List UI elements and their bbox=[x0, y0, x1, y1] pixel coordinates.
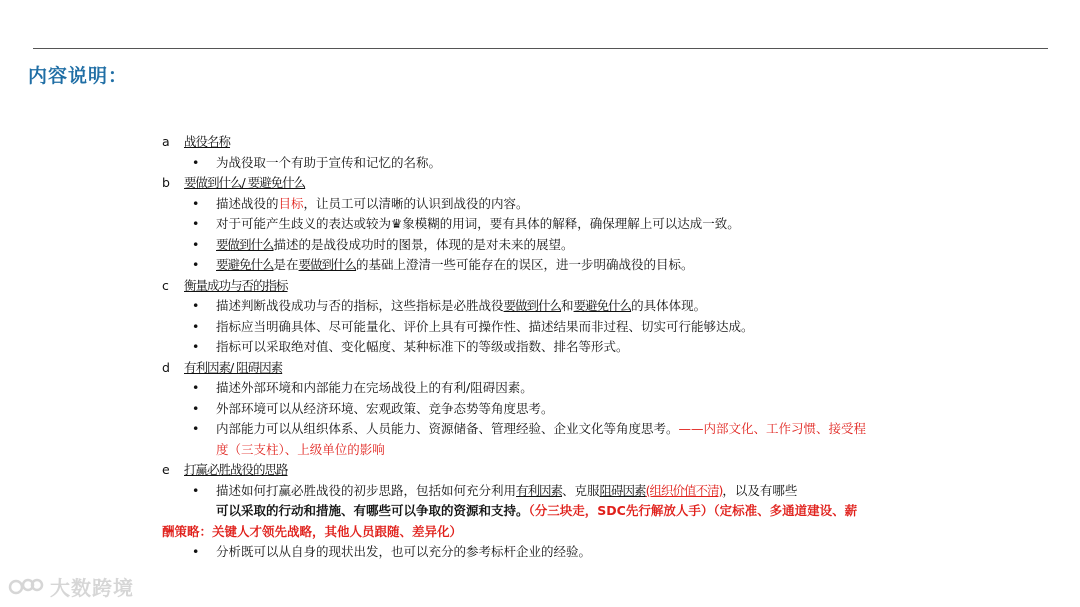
section-letter: a bbox=[162, 134, 170, 149]
highlight-text: ——内部文化、工作习惯、接受程 bbox=[678, 421, 867, 436]
list-item bbox=[162, 378, 962, 399]
content-body bbox=[162, 132, 962, 563]
list-item bbox=[162, 296, 962, 317]
bullet-text: 分析既可以从自身的现状出发，也可以充分的参考标杆企业的经验。 bbox=[216, 544, 592, 559]
bullet-text: 描述战役的 bbox=[216, 195, 279, 211]
bullet-text: 和 bbox=[561, 298, 574, 313]
bullet-text: 可以采取的行动和措施、有哪些可以争取的资源和支持。 bbox=[216, 503, 529, 518]
section-a-header bbox=[162, 132, 962, 153]
list-item bbox=[162, 542, 962, 563]
list-item bbox=[162, 255, 962, 276]
section-d-header bbox=[162, 358, 962, 379]
section-e-header bbox=[162, 460, 962, 481]
watermark bbox=[8, 572, 134, 601]
section-letter: b bbox=[162, 175, 170, 190]
underlined-term: 要做到什么 bbox=[216, 236, 274, 252]
bullet-text: 对于可能产生歧义的表达或较为♛象模糊的用词，要有具体的解释，确保理解上可以达成一致。 bbox=[216, 216, 740, 231]
underlined-term: 要避免什么 bbox=[573, 298, 632, 313]
list-item bbox=[162, 481, 962, 502]
section-letter: d bbox=[162, 359, 170, 375]
section-title: 衡量成功与否的指标 bbox=[184, 277, 288, 293]
bullet-text: ，以及有哪些 bbox=[722, 482, 798, 498]
section-title: 有利因素/ 阻碍因素 bbox=[184, 359, 283, 375]
list-item bbox=[162, 194, 962, 215]
section-letter: e bbox=[162, 462, 170, 477]
bullet-text: ，让员工可以清晰的认识到战役的内容。 bbox=[303, 195, 529, 211]
underlined-term: 要避免什么 bbox=[216, 257, 274, 272]
bullet-text: 的基础上澄清一些可能存在的误区，进一步明确战役的目标。 bbox=[356, 257, 694, 272]
bullet-text: 、克服 bbox=[562, 482, 600, 498]
underlined-term: 要做到什么 bbox=[503, 298, 562, 313]
highlight-text: 酬策略：关键人才领先战略，其他人员跟随、差异化） bbox=[162, 523, 463, 539]
bullet-text: 是在 bbox=[273, 257, 299, 272]
bullet-text: 指标可以采取绝对值、变化幅度、某种标准下的等级或指数、排名等形式。 bbox=[216, 339, 629, 354]
section-letter: c bbox=[162, 277, 169, 293]
bullet-text: 描述的是战役成功时的图景，体现的是对未来的展望。 bbox=[273, 236, 574, 252]
list-item bbox=[162, 153, 962, 174]
section-title: 战役名称 bbox=[184, 134, 231, 149]
list-item bbox=[162, 337, 962, 358]
list-item-continuation bbox=[162, 501, 962, 522]
section-c-header bbox=[162, 276, 962, 297]
section-title: 要做到什么/ 要避免什么 bbox=[184, 175, 306, 190]
underlined-term: 有利因素 bbox=[516, 482, 563, 498]
bullet-text: 内部能力可以从组织体系、人员能力、资源储备、管理经验、企业文化等角度思考。 bbox=[216, 421, 679, 436]
bullet-text: 描述如何打赢必胜战役的初步思路，包括如何充分利用 bbox=[216, 482, 517, 498]
bullet-text: 指标应当明确具体、尽可能量化、评价上具有可操作性、描述结果而非过程、切实可行能够达成。 bbox=[216, 318, 754, 334]
list-item bbox=[162, 399, 962, 420]
bullet-text: 为战役取一个有助于宣传和记忆的名称。 bbox=[216, 154, 442, 170]
top-divider bbox=[33, 48, 1048, 49]
page-title: 内容说明： bbox=[28, 65, 129, 87]
underlined-term: 阻碍因素 bbox=[599, 482, 646, 498]
section-b-header bbox=[162, 173, 962, 194]
bullet-text: 外部环境可以从经济环境、宏观政策、竞争态势等角度思考。 bbox=[216, 400, 554, 416]
underlined-term: 要做到什么 bbox=[298, 257, 357, 272]
list-item bbox=[162, 317, 962, 338]
bullet-text: 描述外部环境和内部能力在完场战役上的有利/阻碍因素。 bbox=[216, 380, 533, 395]
list-item bbox=[162, 214, 962, 235]
bullet-text: 的具体体现。 bbox=[631, 298, 707, 313]
watermark-logo-icon bbox=[8, 575, 44, 599]
list-item-continuation bbox=[162, 522, 962, 543]
watermark-text: 大数跨境 bbox=[50, 576, 134, 600]
bullet-text: 描述判断战役成功与否的指标，这些指标是必胜战役 bbox=[216, 298, 504, 313]
highlight-text: 度（三支柱）、上级单位的影响 bbox=[216, 441, 385, 457]
list-item-continuation bbox=[162, 440, 962, 461]
highlight-text: 目标 bbox=[278, 195, 304, 211]
list-item bbox=[162, 235, 962, 256]
list-item bbox=[162, 419, 962, 440]
highlight-text: (组织价值不清) bbox=[645, 482, 723, 498]
highlight-text: （分三块走，SDC先行解放人手）（定标准、多通道建设、薪 bbox=[528, 503, 858, 518]
section-title: 打赢必胜战役的思路 bbox=[184, 462, 288, 477]
